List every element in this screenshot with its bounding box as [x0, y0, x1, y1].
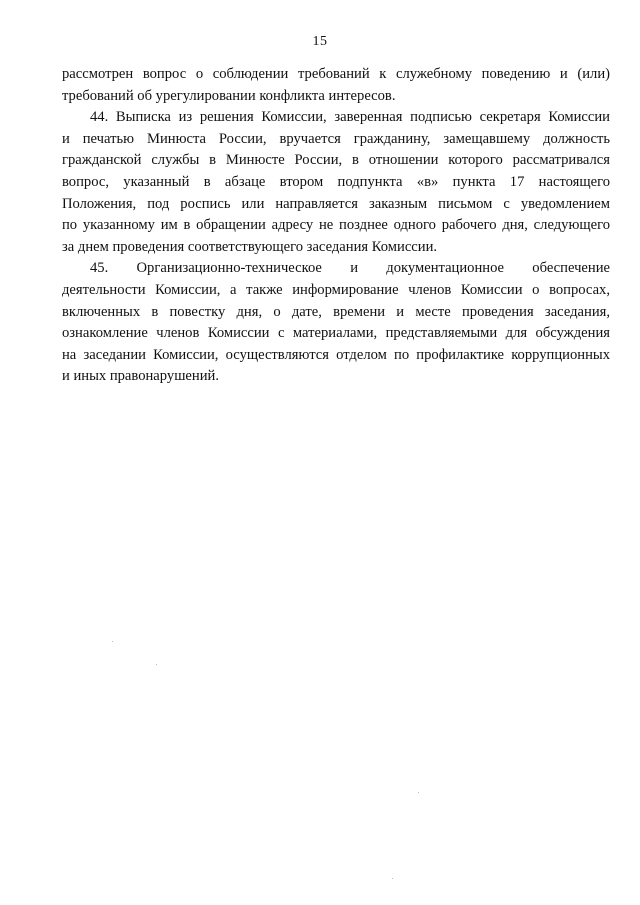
text-line: 45. Организационно-техническое и документационное обеспечение [90, 260, 610, 277]
paragraph-44 [62, 107, 610, 258]
text-line: за днем проведения соответствующего заседания Комиссии. [62, 238, 438, 255]
text-line: и печатью Минюста России, вручается гражданину, замещавшему должность [62, 130, 610, 147]
page-number: 15 [312, 34, 328, 49]
text-line: 44. Выписка из решения Комиссии, заверенная подписью секретаря Комиссии [90, 109, 610, 126]
scan-speck [112, 641, 113, 642]
text-line: вопрос, указанный в абзаце втором подпункта «в» пункта 17 настоящего [62, 173, 610, 190]
scan-speck [392, 878, 393, 879]
paragraph-continuation [62, 64, 610, 107]
text-line: гражданской службы в Минюсте России, в отношении которого рассматривался [62, 152, 610, 169]
text-line: на заседании Комиссии, осуществляются отделом по профилактике коррупционных [62, 346, 610, 363]
text-line: по указанному им в обращении адресу не позднее одного рабочего дня, следующего [62, 217, 610, 234]
text-line: деятельности Комиссии, а также информирование членов Комиссии о вопросах, [62, 281, 610, 298]
text-line: ознакомление членов Комиссии с материалами, представляемыми для обсуждения [62, 325, 610, 342]
scan-speck [156, 664, 157, 665]
text-line: рассмотрен вопрос о соблюдении требований к служебному поведению и (или) [62, 66, 610, 82]
text-line: включенных в повестку дня, о дате, времени и месте проведения заседания, [62, 303, 610, 320]
paragraph-45 [62, 258, 610, 388]
text-line: требований об урегулировании конфликта интересов. [62, 87, 396, 104]
text-line: Положения, под роспись или направляется заказным письмом с уведомлением [62, 195, 610, 212]
scan-speck [418, 792, 419, 793]
text-line: и иных правонарушений. [62, 368, 219, 385]
document-body [62, 64, 610, 388]
